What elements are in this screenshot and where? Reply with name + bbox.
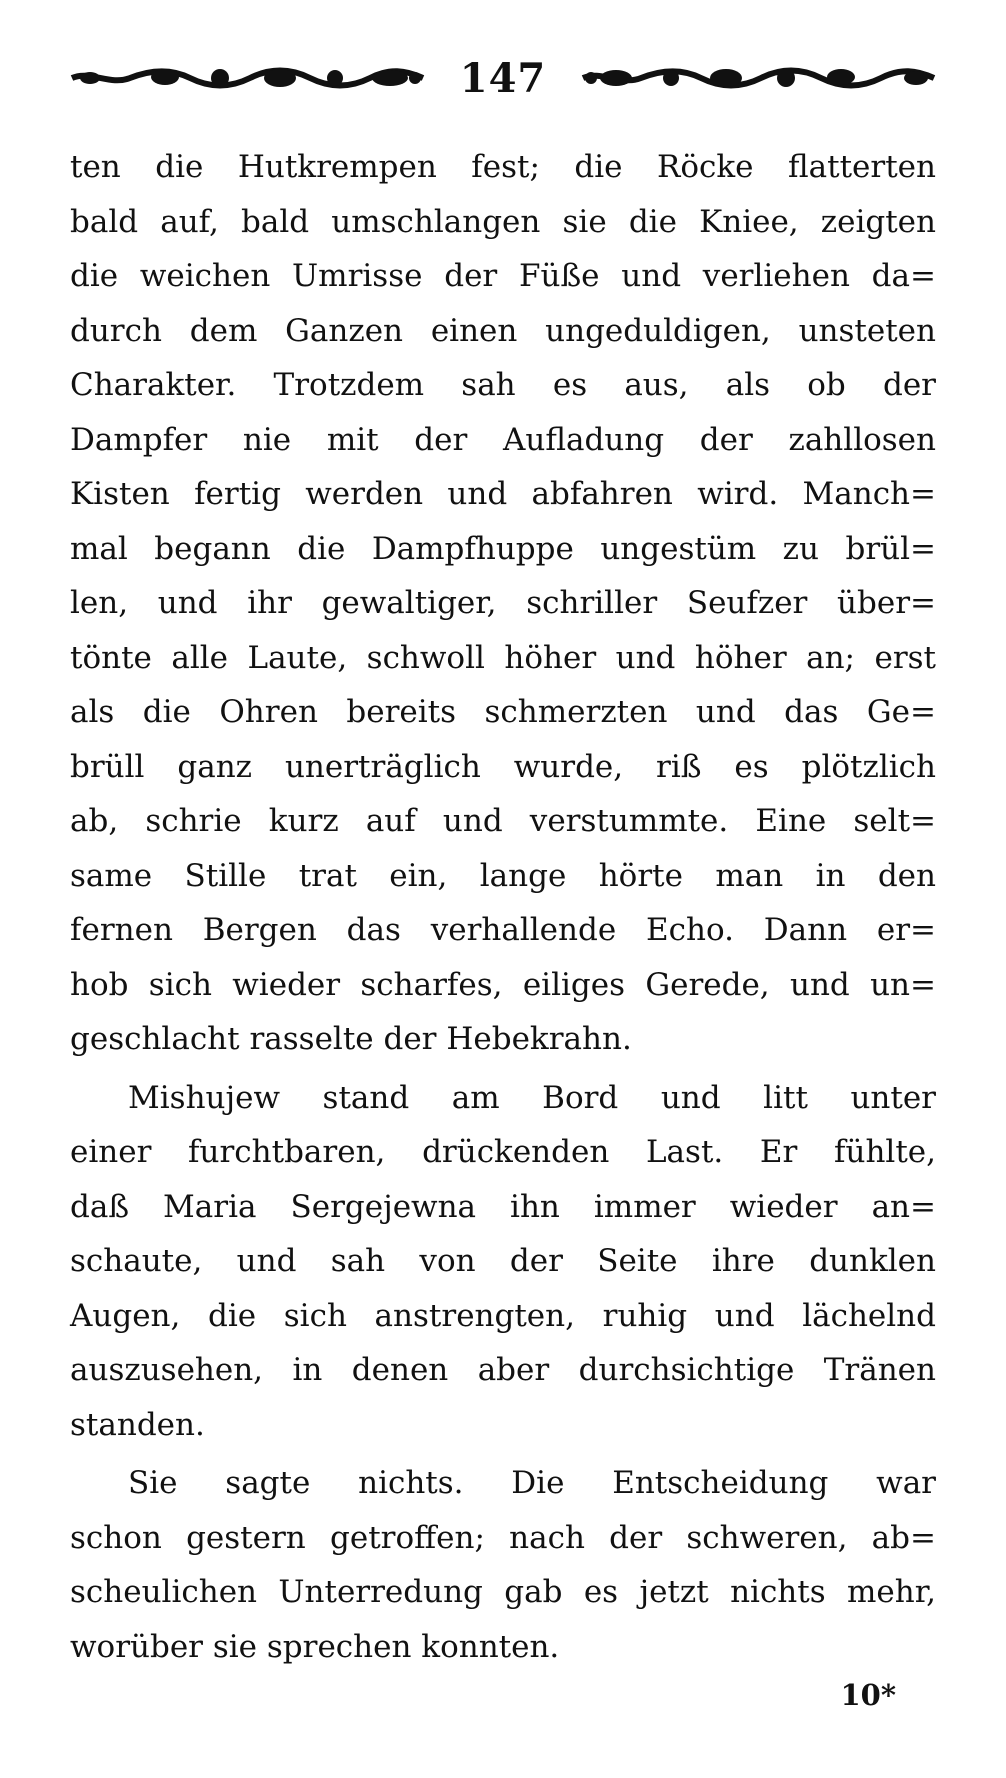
text-line: Kisten fertig werden und abfahren wird. Manch= [70, 476, 936, 512]
text-line: worüber sie sprechen konnten. [70, 1628, 560, 1665]
text-line: brüll ganz unerträglich wurde, riß es plötzlich [70, 748, 936, 785]
text-line: standen. [70, 1406, 205, 1443]
paragraph [70, 140, 936, 1067]
text-line: fernen Bergen das verhallende Echo. Dann er= [70, 912, 936, 948]
text-line: einer furchtbaren, drückenden Last. Er fühlte, [70, 1134, 936, 1170]
text-line: Dampfer nie mit der Aufladung der zahllosen [70, 421, 936, 458]
paragraph [70, 1071, 936, 1453]
text-line: geschlacht rasselte der Hebekrahn. [70, 1021, 632, 1057]
text-line: scheulichen Unterredung gab es jetzt nichts mehr, [70, 1574, 936, 1610]
text-line: same Stille trat ein, lange hörte man in den [70, 857, 936, 894]
left-ornament-icon [70, 64, 425, 92]
text-line: hob sich wieder scharfes, eiliges Gerede, und un= [70, 966, 936, 1003]
text-line: Mishujew stand am Bord und litt unter [128, 1079, 936, 1116]
text-line: ten die Hutkrempen fest; die Röcke flatterten [70, 149, 936, 185]
text-line: len, und ihr gewaltiger, schriller Seufzer über= [70, 585, 936, 621]
text-line: Charakter. Trotzdem sah es aus, als ob der [70, 367, 936, 403]
text-line: Sie sagte nichts. Die Entscheidung war [128, 1465, 936, 1501]
text-line: tönte alle Laute, schwoll höher und höher an; erst [70, 639, 936, 676]
page-number: 147 [459, 54, 547, 102]
text-line: ab, schrie kurz auf und verstummte. Eine selt= [70, 803, 936, 839]
page-header [70, 48, 936, 108]
text-line: als die Ohren bereits schmerzten und das Ge= [70, 694, 936, 730]
body-text [70, 140, 936, 1674]
text-line: auszusehen, in denen aber durchsichtige Tränen [70, 1352, 936, 1388]
text-line: schon gestern getroffen; nach der schweren, ab= [70, 1519, 936, 1556]
paragraph [70, 1456, 936, 1674]
text-line: daß Maria Sergejewna ihn immer wieder an= [70, 1188, 936, 1225]
right-ornament-icon [581, 64, 936, 92]
signature-mark: 10* [840, 1678, 896, 1712]
text-line: schaute, und sah von der Seite ihre dunklen [70, 1243, 936, 1279]
text-line: mal begann die Dampfhuppe ungestüm zu brül= [70, 530, 936, 567]
text-line: Augen, die sich anstrengten, ruhig und lächelnd [70, 1297, 936, 1334]
text-line: durch dem Ganzen einen ungeduldigen, unsteten [70, 312, 936, 349]
text-line: die weichen Umrisse der Füße und verliehen da= [70, 258, 936, 294]
text-line: bald auf, bald umschlangen sie die Kniee, zeigten [70, 203, 936, 240]
